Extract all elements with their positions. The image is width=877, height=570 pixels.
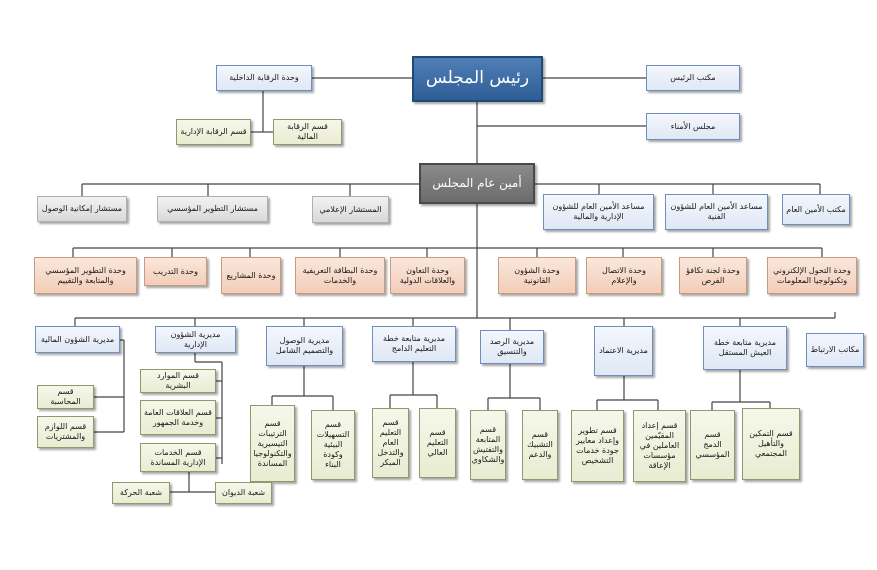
sg-office-box: مكتب الأمين العام [782,194,850,225]
dir-inclusive-education-box: مديرية متابعة خطة التعليم الدامج [372,326,456,362]
financial-control-section-box: قسم الرقابة المالية [273,119,342,145]
division-registry-box: شعبة الديوان [215,482,272,504]
section-public-relations-box: قسم العلاقات العامة وخدمة الجمهور [140,400,216,435]
administrative-control-section-box: قسم الرقابة الإدارية [176,119,251,145]
section-staff-qualification-box: قسم إعداد المقيّمين العاملين في مؤسسات الإعاقة [633,410,686,482]
dir-financial-affairs-box: مديرية الشؤون المالية [35,326,120,353]
unit-projects-box: وحدة المشاريع [221,257,281,294]
unit-training-box: وحدة التدريب [144,257,207,286]
section-networking-box: قسم التشبيك والدعم [522,410,558,480]
section-higher-education-box: قسم التعليم العالي [419,408,456,478]
section-followup-inspection-box: قسم المتابعة والتفتيش والشكاوي [470,410,506,480]
unit-egov-box: وحدة التحول الإلكتروني وتكنولوجيا المعلومات [767,257,857,294]
media-advisor-box: المستشار الإعلامي [312,196,389,223]
section-building-facilities-box: قسم التسهيلات البيئية وكودة البناء [311,410,355,480]
unit-equal-opportunity-box: وحدة لجنة تكافؤ الفرص [679,257,747,294]
section-support-services-box: قسم الخدمات الإدارية المساندة [140,443,216,472]
section-general-education-box: قسم التعليم العام والتدخل المبكر [372,408,409,478]
asg-admin-finance-box: مساعد الأمين العام للشؤون الإدارية والمالية [543,194,654,230]
accessibility-advisor-box: مستشار إمكانية الوصول [37,196,127,222]
division-transport-box: شعبة الحركة [112,482,170,504]
dir-access-design-box: مديرية الوصول والتصميم الشامل [266,326,343,366]
section-institutional-integration-box: قسم الدمج المؤسسي [690,410,735,480]
section-quality-standards-box: قسم تطوير وإعداد معايير جودة خدمات التشخيص [571,410,624,482]
board-of-trustees-box: مجلس الأمناء [646,113,740,140]
chairman-box: رئيس المجلس [412,56,543,102]
internal-control-unit-box: وحدة الرقابة الداخلية [216,65,312,91]
dir-monitoring-box: مديرية الرصد والتنسيق [480,330,544,364]
institutional-dev-advisor-box: مستشار التطوير المؤسسي [157,196,268,222]
unit-cooperation-box: وحدة التعاون والعلاقات الدولية [390,257,465,294]
unit-communication-box: وحدة الاتصال والإعلام [586,257,662,294]
secretary-general-box: أمين عام المجلس [419,163,535,204]
asg-technical-box: مساعد الأمين العام للشؤون الفنية [665,194,768,230]
section-hr-box: قسم الموارد البشرية [140,369,216,393]
section-supplies-box: قسم اللوازم والمشتريات [37,416,94,448]
section-accounting-box: قسم المحاسبة [37,385,94,409]
section-empowerment-box: قسم التمكين والتأهيل المجتمعي [742,408,800,480]
dir-independent-living-box: مديرية متابعة خطة العيش المستقل [703,326,787,370]
dir-admin-affairs-box: مديرية الشؤون الإدارية [155,326,236,353]
liaison-offices-box: مكاتب الارتباط [806,333,864,367]
section-assistive-tech-box: قسم الترتيبات التيسيرية والتكنولوجيا المساندة [250,405,295,482]
chairman-office-box: مكتب الرئيس [646,65,740,91]
dir-accreditation-box: مديرية الاعتماد [594,326,653,376]
unit-id-card-box: وحدة البطاقة التعريفية والخدمات [295,257,385,294]
unit-legal-box: وحدة الشؤون القانونية [498,257,576,294]
unit-institutional-dev-box: وحدة التطوير المؤسسي والمتابعة والتقييم [34,257,137,294]
